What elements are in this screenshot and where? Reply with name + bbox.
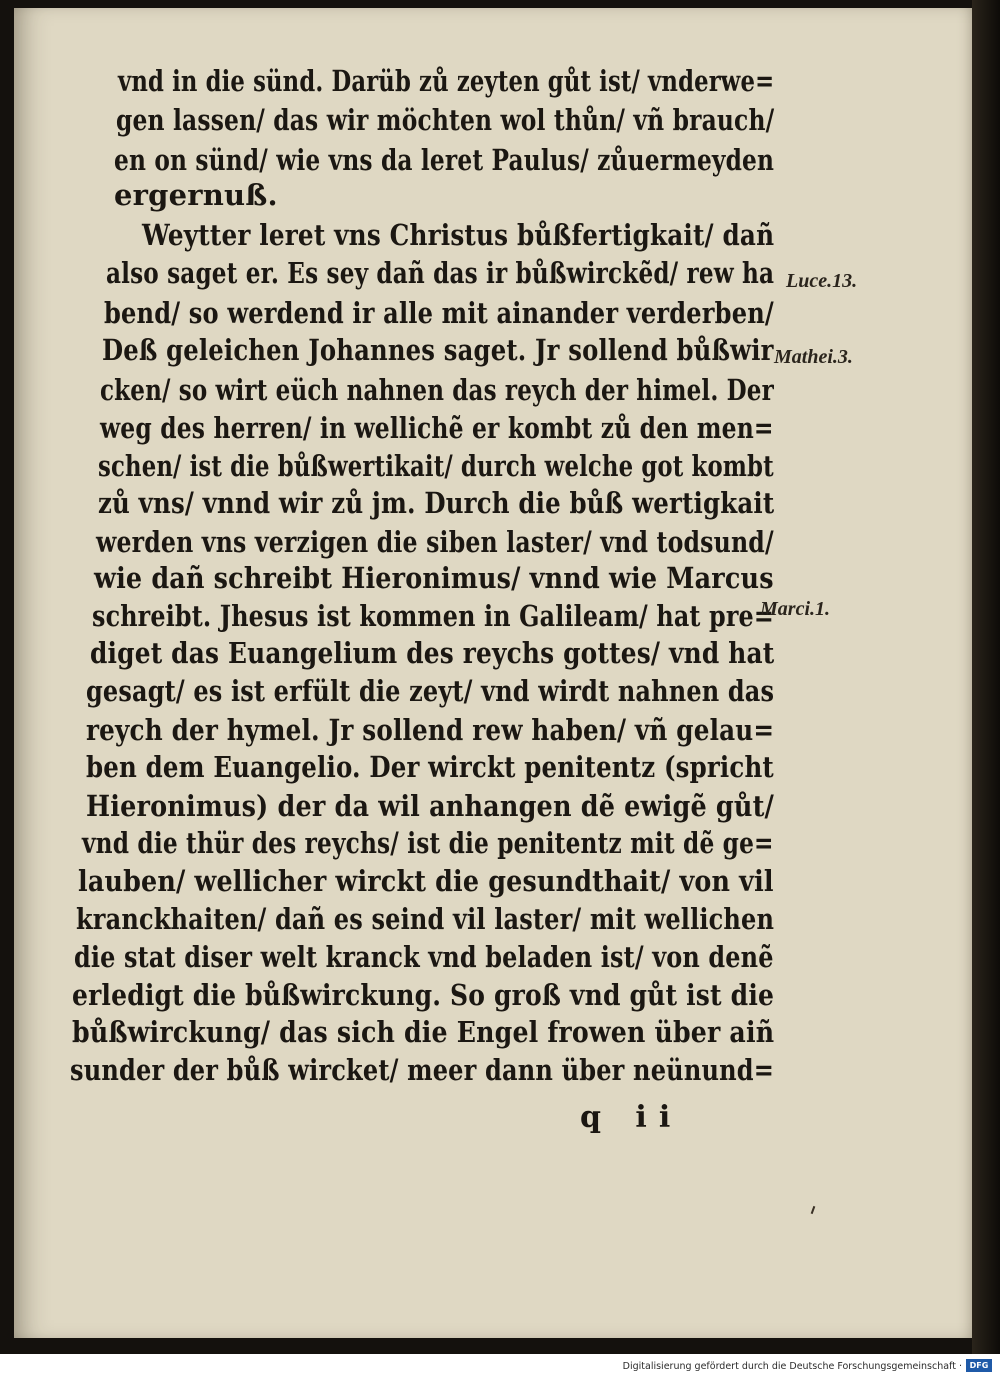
text-line: ben dem Euangelio. Der wirckt penitentz (spricht	[86, 750, 774, 784]
marginal-note-mark: Marci.1.	[760, 598, 830, 620]
text-line: bůßwirckung/ das sich die Engel frowen über aiñ	[72, 1015, 775, 1049]
text-line: en on sünd/ wie vns da leret Paulus/ zůuermeyden	[114, 143, 775, 177]
text-line: erledigt die bůßwirckung. So groß vnd gůt ist die	[72, 978, 775, 1012]
marginal-note-luke: Luce.13.	[786, 270, 858, 292]
text-line: wie dañ schreibt Hieronimus/ vnnd wie Marcus	[94, 561, 774, 595]
text-line: Hieronimus) der da wil anhangen dẽ ewigẽ gůt/	[86, 789, 775, 823]
page-edge	[972, 0, 1000, 1354]
text-line: also saget er. Es sey dañ das ir bůßwirckẽd/ rew ha	[106, 256, 775, 290]
text-line: schen/ ist die bůßwertikait/ durch welche got kombt	[98, 449, 774, 483]
text-line: schreibt. Jhesus ist kommen in Galileam/ hat pre=	[92, 599, 774, 633]
text-line: sunder der bůß wircket/ meer dann über neünund=	[70, 1053, 775, 1087]
text-line: bend/ so werdend ir alle mit ainander verderben/	[104, 296, 774, 330]
text-line: weg des herren/ in wellichẽ er kombt zů den men=	[100, 411, 774, 445]
text-line: Deß geleichen Johannes saget. Jr sollend bůßwir	[102, 333, 774, 367]
text-line: gen lassen/ das wir möchten wol thůn/ vñ brauch/	[116, 103, 775, 137]
text-line: werden vns verzigen die siben laster/ vnd todsund/	[96, 525, 774, 559]
text-line: cken/ so wirt eüch nahnen das reych der himel. Der	[100, 373, 774, 407]
book-page	[14, 8, 972, 1338]
signature-mark: q ii	[580, 1100, 683, 1135]
funding-credit: Digitalisierung gefördert durch die Deutsche Forschungsgemeinschaft ·	[622, 1361, 962, 1372]
text-line: gesagt/ es ist erfült die zeyt/ vnd wirdt nahnen das	[86, 674, 775, 708]
text-line: vnd die thür des reychs/ ist die penitentz mit dẽ ge=	[82, 826, 774, 860]
text-line: ergernuß.	[114, 178, 278, 212]
marginal-note-matthew: Mathei.3.	[774, 346, 853, 368]
text-line: vnd in die sünd. Darüb zů zeyten gůt ist/ vnderwe=	[118, 64, 775, 98]
footer-bar	[0, 1354, 1000, 1378]
paper-speck	[811, 1206, 816, 1214]
text-line: reych der hymel. Jr sollend rew haben/ vñ gelau=	[86, 713, 775, 747]
text-line: die stat diser welt kranck vnd beladen ist/ von denẽ	[74, 940, 774, 974]
text-line: kranckhaiten/ dañ es seind vil laster/ mit wellichen	[76, 902, 775, 936]
text-line: lauben/ wellicher wirckt die gesundthait/ von vil	[78, 864, 774, 898]
dfg-logo-icon: DFG	[966, 1359, 992, 1372]
text-line: diget das Euangelium des reychs gottes/ vnd hat	[90, 636, 775, 670]
text-line: zů vns/ vnnd wir zů jm. Durch die bůß wertigkait	[98, 486, 775, 520]
text-line: Weytter leret vns Christus bůßfertigkait/ dañ	[142, 218, 775, 252]
